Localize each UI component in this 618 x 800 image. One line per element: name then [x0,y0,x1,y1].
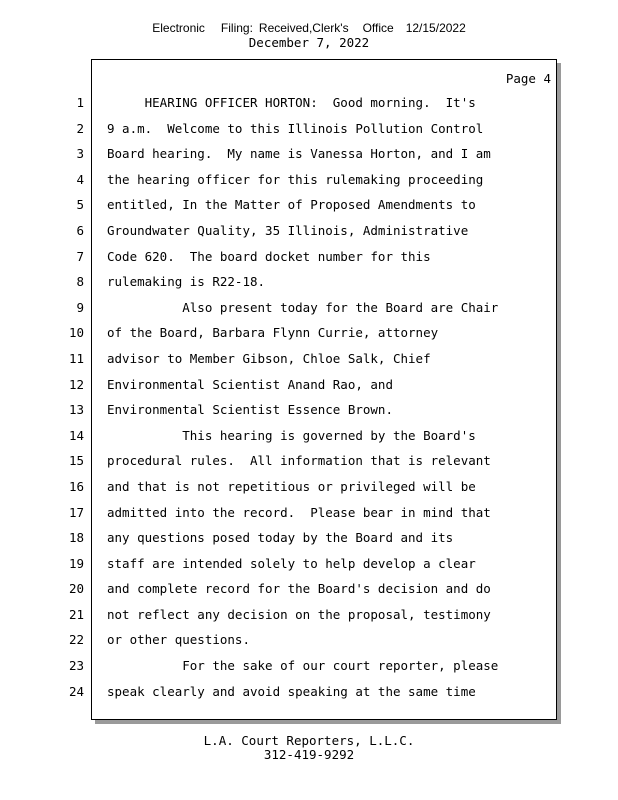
line-number: 20 [68,581,84,597]
transcript-line [0,448,618,474]
reporter-company: L.A. Court Reporters, L.L.C. [203,733,415,748]
line-text: Environmental Scientist Essence Brown. [107,402,393,418]
hearing-date: December 7, 2022 [248,35,370,50]
transcript-line [0,167,618,193]
stamp-word: 12/15/2022 [405,21,466,35]
transcript-line [0,500,618,526]
transcript-line [0,551,618,577]
stamp-word: Received,Clerk's [258,21,349,35]
line-text: staff are intended solely to help develop a clear [107,555,476,571]
line-number: 3 [76,146,84,162]
line-text: Groundwater Quality, 35 Illinois, Administrative [107,222,469,238]
transcript-line [0,653,618,679]
line-number: 6 [76,222,84,238]
line-text: procedural rules. All information that is relevant [107,453,491,469]
line-number: 21 [68,606,84,622]
reporter-phone: 312-419-9292 [263,747,355,762]
line-number: 16 [68,478,84,494]
line-number: 22 [68,632,84,648]
transcript-line [0,116,618,142]
transcript-line [0,627,618,653]
line-number: 8 [76,274,84,290]
line-number: 10 [68,325,84,341]
transcript-line [0,295,618,321]
line-text: Also present today for the Board are Chair [107,299,499,315]
line-text: not reflect any decision on the proposal, testimony [107,606,491,622]
transcript-line [0,90,618,116]
line-number: 19 [68,555,84,571]
line-number: 18 [68,530,84,546]
transcript-line [0,141,618,167]
line-text: and complete record for the Board's decision and do [107,581,491,597]
line-number: 9 [76,299,84,315]
transcript-line [0,346,618,372]
line-text: of the Board, Barbara Flynn Currie, attorney [107,325,439,341]
filing-stamp [0,21,618,35]
transcript-line [0,525,618,551]
line-text: For the sake of our court reporter, please [107,658,499,674]
line-number: 23 [68,658,84,674]
line-number: 1 [76,95,84,110]
line-text: any questions posed today by the Board and its [107,530,454,546]
line-text: Environmental Scientist Anand Rao, and [107,376,393,392]
transcript-line [0,576,618,602]
transcript-line [0,474,618,500]
line-text: and that is not repetitious or privileged will be [107,478,476,494]
transcript-line [0,244,618,270]
line-text: advisor to Member Gibson, Chloe Salk, Chief [107,350,431,366]
transcript-line [0,218,618,244]
line-text: HEARING OFFICER HORTON: Good morning. It's [107,95,476,110]
line-number: 5 [76,197,84,213]
line-text: entitled, In the Matter of Proposed Amendments to [107,197,476,213]
line-number: 15 [68,453,84,469]
line-number: 12 [68,376,84,392]
transcript-line [0,192,618,218]
line-number: 13 [68,402,84,418]
transcript-line [0,397,618,423]
transcript-line [0,269,618,295]
stamp-word: Filing: [220,21,253,35]
line-number: 17 [68,504,84,520]
line-text: speak clearly and avoid speaking at the same time [107,683,476,699]
line-text: 9 a.m. Welcome to this Illinois Pollution Control [107,120,484,136]
line-text: admitted into the record. Please bear in mind that [107,504,491,520]
line-number: 24 [68,683,84,699]
transcript-line [0,679,618,705]
line-number: 11 [68,350,84,366]
line-number: 14 [68,427,84,443]
transcript-line [0,320,618,346]
transcript-line [0,372,618,398]
line-text: rulemaking is R22-18. [107,274,266,290]
stamp-word: Electronic [152,21,205,35]
line-number: 4 [76,171,84,187]
stamp-word: Office [362,21,394,35]
line-text: Board hearing. My name is Vanessa Horton, and I am [107,146,491,162]
line-text: Code 620. The board docket number for this [107,248,431,264]
page-number: Page 4 [505,71,551,86]
transcript-body [0,90,618,704]
line-number: 2 [76,120,84,136]
line-text: the hearing officer for this rulemaking proceeding [107,171,484,187]
line-text: or other questions. [107,632,250,648]
line-text: This hearing is governed by the Board's [107,427,476,443]
line-number: 7 [76,248,84,264]
transcript-line [0,423,618,449]
transcript-line [0,602,618,628]
